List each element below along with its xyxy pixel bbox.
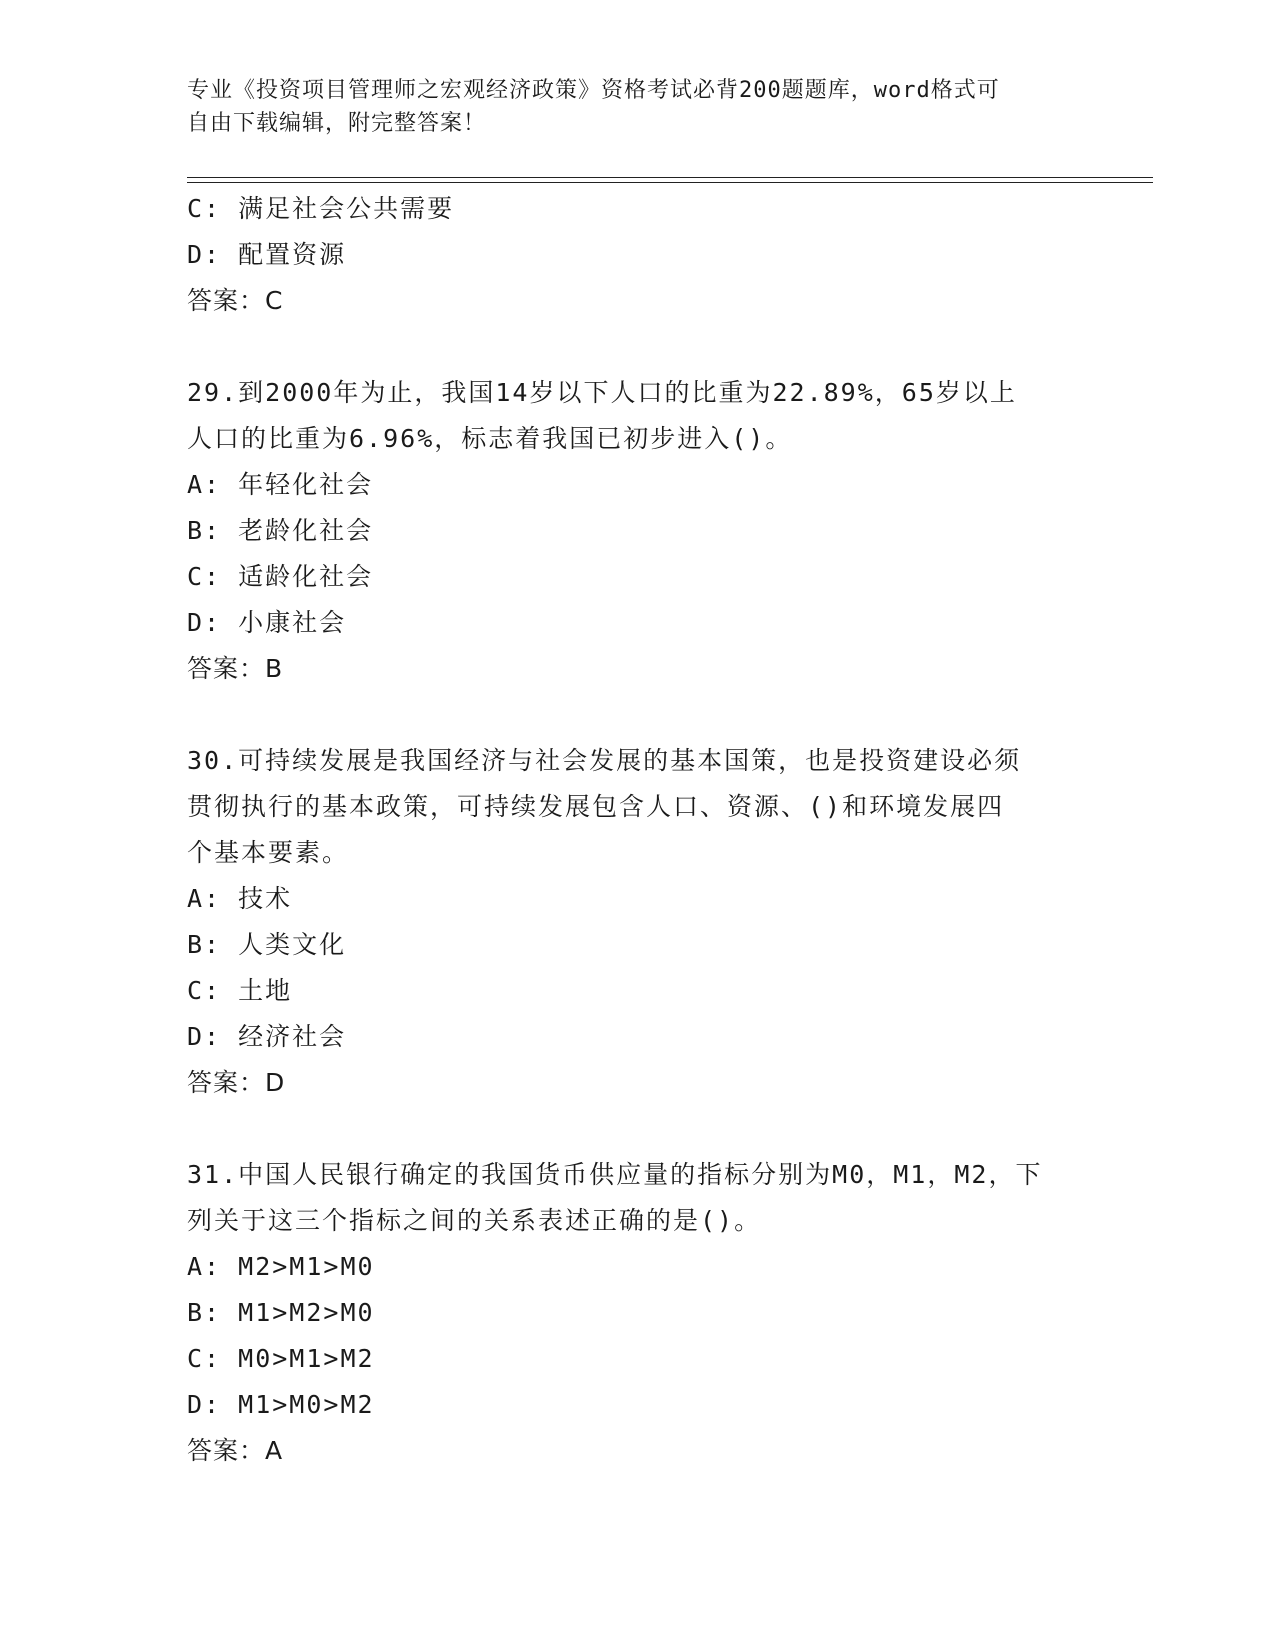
option-d: D: 配置资源 — [187, 240, 347, 269]
question-28 — [187, 186, 1087, 324]
answer-line: 答案：A — [187, 1436, 284, 1465]
question-spacer — [187, 324, 1087, 370]
header-title-line-1: 专业《投资项目管理师之宏观经济政策》资格考试必背200题题库，word格式可 — [187, 78, 1000, 103]
question-stem-line: 个基本要素。 — [187, 838, 350, 867]
question-spacer — [187, 692, 1087, 738]
question-list — [187, 186, 1087, 1474]
question-stem-line: 人口的比重为6.96%，标志着我国已初步进入()。 — [187, 424, 793, 453]
answer-line: 答案：D — [187, 1068, 286, 1097]
answer-line: 答案：C — [187, 286, 284, 315]
question-stem-line: 列关于这三个指标之间的关系表述正确的是()。 — [187, 1206, 762, 1235]
header-divider-top — [187, 177, 1153, 178]
question-stem-line: 29.到2000年为止，我国14岁以下人口的比重为22.89%，65岁以上 — [187, 378, 1017, 407]
question-30 — [187, 738, 1087, 1106]
option-c: C: M0>M1>M2 — [187, 1344, 375, 1373]
option-a: A: M2>M1>M0 — [187, 1252, 375, 1281]
question-stem-line: 30.可持续发展是我国经济与社会发展的基本国策，也是投资建设必须 — [187, 746, 1022, 775]
question-spacer — [187, 1106, 1087, 1152]
option-c: C: 土地 — [187, 976, 293, 1005]
option-d: D: 小康社会 — [187, 608, 347, 637]
option-a: A: 技术 — [187, 884, 293, 913]
header-divider-bottom — [187, 182, 1153, 183]
question-29 — [187, 370, 1087, 692]
option-c: C: 适龄化社会 — [187, 562, 374, 591]
option-b: B: M1>M2>M0 — [187, 1298, 375, 1327]
question-stem-line: 31.中国人民银行确定的我国货币供应量的指标分别为M0，M1，M2，下 — [187, 1160, 1043, 1189]
option-b: B: 人类文化 — [187, 930, 347, 959]
option-a: A: 年轻化社会 — [187, 470, 374, 499]
answer-line: 答案：B — [187, 654, 284, 683]
option-d: D: 经济社会 — [187, 1022, 347, 1051]
option-d: D: M1>M0>M2 — [187, 1390, 375, 1419]
header-title-line-2: 自由下载编辑，附完整答案！ — [187, 111, 487, 136]
document-header — [187, 74, 1087, 140]
option-b: B: 老龄化社会 — [187, 516, 374, 545]
option-c: C: 满足社会公共需要 — [187, 194, 455, 223]
question-31 — [187, 1152, 1087, 1474]
question-stem-line: 贯彻执行的基本政策，可持续发展包含人口、资源、()和环境发展四 — [187, 792, 1005, 821]
